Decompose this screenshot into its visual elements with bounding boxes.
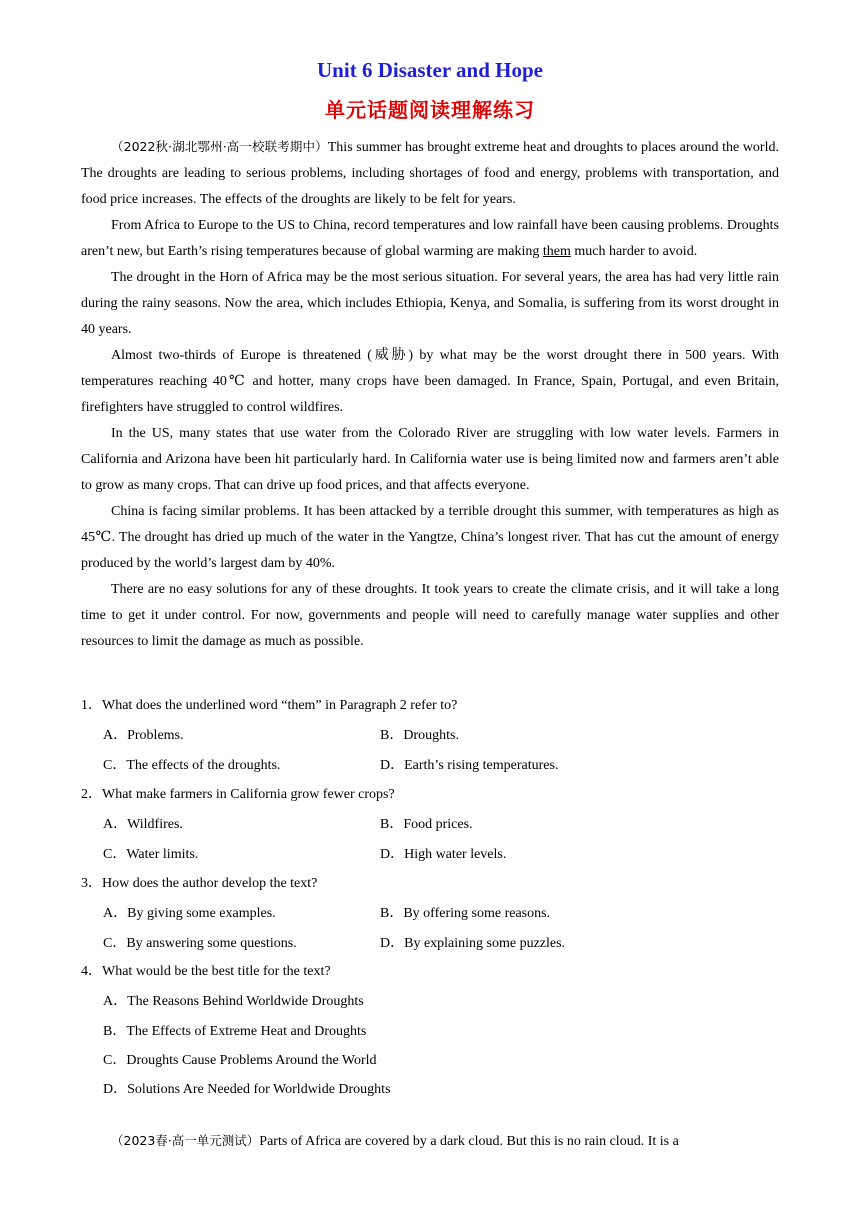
- paragraph-6: China is facing similar problems. It has been attacked by a terrible drought this summer, with temperatures as high as 45℃. The drought has dried up much of the water in the Yangtze, China’s longest river. That has cut the amount of energy produced by the world’s largest dam by 40%.: [81, 504, 779, 571]
- option-d[interactable]: D．Earth’s rising temperatures.: [380, 758, 559, 773]
- passage-two-text: Parts of Africa are covered by a dark cloud. But this is no rain cloud. It is a: [259, 1134, 679, 1149]
- paragraph-5: In the US, many states that use water from the Colorado River are struggling with low water levels. Farmers in California and Arizona have been hit particularly hard. In California water use is being limited now and farmers aren’t able to grow as many crops. That can drive up food prices, and that affects everyone.: [81, 426, 779, 493]
- passage-one: [81, 134, 779, 655]
- page-subtitle: 单元话题阅读理解练习: [325, 98, 535, 122]
- option-d[interactable]: D．By explaining some puzzles.: [380, 936, 566, 951]
- option-a[interactable]: A．Wildfires.: [103, 817, 183, 832]
- option-d[interactable]: D．High water levels.: [380, 847, 507, 862]
- paragraph-4: Almost two-thirds of Europe is threatened (威胁) by what may be the worst drought there in 500 years. With temperatures reaching 40℃ and hotter, many crops have been damaged. In France, Spain, Portugal, and even Britain, firefighters have struggled to control wildfires.: [81, 348, 779, 415]
- source-label: （2023春·高一单元测试）: [111, 1133, 260, 1148]
- paragraph-1-text: This summer has brought extreme heat and droughts to places around the world. The droughts are leading to serious problems, including shortages of food and energy, problems with transportation, and food price increases. The effects of the droughts are likely to be felt for years.: [81, 140, 779, 207]
- option-a[interactable]: A．Problems.: [103, 728, 184, 743]
- option-b[interactable]: B．By offering some reasons.: [380, 906, 551, 921]
- option-c[interactable]: C．The effects of the droughts.: [103, 758, 281, 773]
- paragraph-2-text-a: From Africa to Europe to the US to China, record temperatures and low rainfall have been causing problems. Droughts aren’t new, but Earth’s rising temperatures because of global warming are making: [81, 218, 779, 259]
- paragraph-3: The drought in the Horn of Africa may be the most serious situation. For several years, the area has had very little rain during the rainy seasons. Now the area, which includes Ethiopia, Kenya, and Somalia, is suffering from its worst drought in 40 years.: [81, 270, 779, 337]
- option-b[interactable]: B．The Effects of Extreme Heat and Droughts: [103, 1024, 367, 1039]
- option-b[interactable]: B．Food prices.: [380, 817, 473, 832]
- passage-two-paragraph-1: [81, 1128, 779, 1155]
- page-title: Unit 6 Disaster and Hope: [317, 58, 543, 82]
- paragraph-2: [81, 213, 779, 265]
- paragraph-7: There are no easy solutions for any of these droughts. It took years to create the climate crisis, and it will take a long time to get it under control. For now, governments and people will need to carefully manage water supplies and other resources to limit the damage as much as possible.: [81, 582, 779, 649]
- passage-two: [81, 1128, 779, 1155]
- option-c[interactable]: C．By answering some questions.: [103, 936, 297, 951]
- source-label: （2022秋·湖北鄂州·高一校联考期中）: [111, 139, 328, 154]
- option-b[interactable]: B．Droughts.: [380, 728, 459, 743]
- option-a[interactable]: A．By giving some examples.: [103, 906, 276, 921]
- option-d[interactable]: D．Solutions Are Needed for Worldwide Droughts: [103, 1082, 391, 1097]
- question-stem: 1．What does the underlined word “them” in Paragraph 2 refer to?: [81, 698, 458, 713]
- option-c[interactable]: C．Water limits.: [103, 847, 199, 862]
- paragraph-1: [81, 134, 779, 213]
- question-stem: 3．How does the author develop the text?: [81, 876, 318, 891]
- option-a[interactable]: A．The Reasons Behind Worldwide Droughts: [103, 994, 364, 1009]
- question-stem: 4．What would be the best title for the text?: [81, 964, 331, 979]
- question-stem: 2．What make farmers in California grow fewer crops?: [81, 787, 395, 802]
- underlined-word: them: [542, 244, 571, 259]
- paragraph-2-text-b: much harder to avoid.: [570, 244, 698, 259]
- option-c[interactable]: C．Droughts Cause Problems Around the World: [103, 1053, 377, 1068]
